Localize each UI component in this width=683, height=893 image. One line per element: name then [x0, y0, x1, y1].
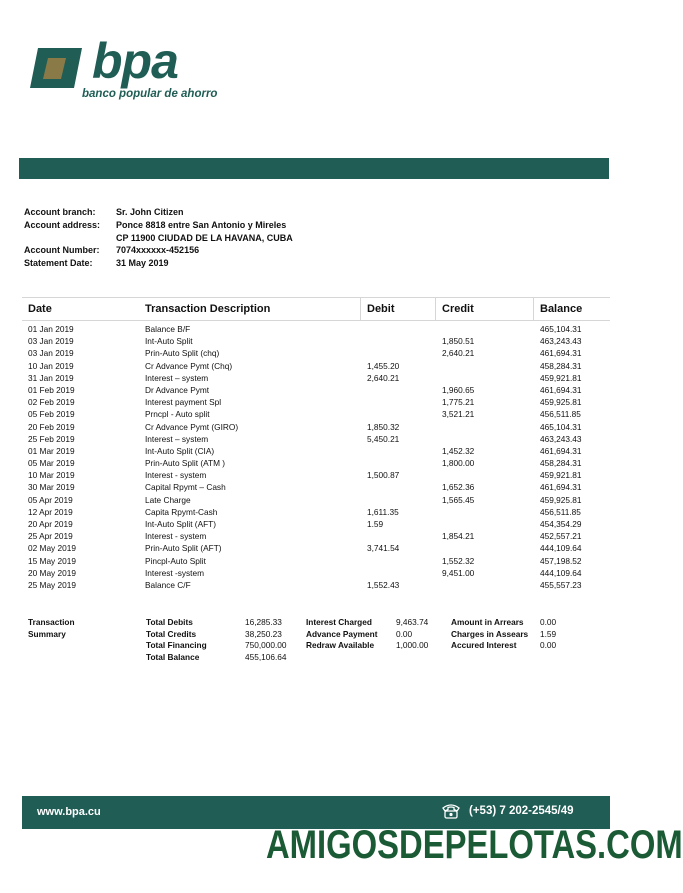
- row-date: 02 May 2019: [28, 543, 76, 554]
- row-description: Prin-Auto Split (ATM ): [145, 458, 226, 469]
- redraw-available-value: 1,000.00: [396, 640, 429, 651]
- row-date: 31 Jan 2019: [28, 372, 74, 383]
- account-details: [24, 206, 293, 270]
- row-balance: 458,284.31: [540, 360, 582, 371]
- row-balance: 459,925.81: [540, 397, 582, 408]
- row-date: 15 May 2019: [28, 555, 76, 566]
- table-row: [22, 457, 610, 469]
- row-description: Interest – system: [145, 433, 209, 444]
- table-row: [22, 542, 610, 554]
- row-date: 01 Feb 2019: [28, 384, 75, 395]
- statement-date-label: Statement Date:: [24, 258, 93, 269]
- row-credit: 1,775.21: [442, 397, 475, 408]
- bank-logo: [30, 33, 290, 104]
- table-row: [22, 567, 610, 579]
- header-credit: Credit: [442, 303, 474, 315]
- row-date: 01 Mar 2019: [28, 445, 75, 456]
- row-balance: 454,354.29: [540, 519, 582, 529]
- row-date: 05 Apr 2019: [28, 494, 73, 505]
- interest-charged-value: 9,463.74: [396, 617, 429, 627]
- branch-label: Account branch:: [24, 207, 96, 217]
- table-body: [22, 321, 610, 591]
- row-balance: 465,104.31: [540, 324, 582, 334]
- total-debits-value: 16,285.33: [245, 617, 282, 627]
- row-credit: 3,521.21: [442, 409, 475, 420]
- row-balance: 459,921.81: [540, 372, 582, 383]
- table-row: [22, 579, 610, 591]
- row-date: 03 Jan 2019: [28, 336, 74, 347]
- total-balance-value: 455,106.64: [245, 651, 287, 662]
- row-date: 10 Mar 2019: [28, 470, 75, 481]
- header-divider: [533, 298, 534, 320]
- address-label: Account address:: [24, 219, 101, 230]
- table-row: [22, 481, 610, 493]
- row-date: 25 Feb 2019: [28, 433, 75, 444]
- row-description: Interest -system: [145, 567, 205, 578]
- charges-arrears-label: Charges in Assears: [451, 628, 529, 639]
- row-description: Prin-Auto Split (chq): [145, 348, 220, 359]
- row-description: Cr Advance Pymt (GIRO): [145, 421, 239, 432]
- row-description: Interest - system: [145, 531, 207, 542]
- row-credit: 1,960.65: [442, 384, 475, 395]
- row-balance: 457,198.52: [540, 555, 582, 566]
- row-debit: 1.59: [367, 519, 384, 529]
- row-debit: 1,552.43: [367, 579, 400, 590]
- row-date: 12 Apr 2019: [28, 506, 73, 517]
- telephone-icon: [441, 803, 461, 819]
- advance-payment-label: Advance Payment: [306, 628, 378, 639]
- total-debits-label: Total Debits: [146, 617, 193, 627]
- row-balance: 456,511.85: [540, 409, 581, 420]
- phone-contact: [441, 803, 574, 819]
- row-date: 05 Feb 2019: [28, 409, 75, 420]
- row-description: Int-Auto Split (CIA): [145, 445, 215, 456]
- header-divider: [435, 298, 436, 320]
- row-credit: 1,800.00: [442, 458, 475, 469]
- table-row: [22, 408, 610, 420]
- watermark-text: AMIGOSDEPELOTAS.COM: [266, 823, 683, 867]
- row-balance: 465,104.31: [540, 421, 582, 432]
- row-date: 30 Mar 2019: [28, 482, 75, 493]
- row-debit: 5,450.21: [367, 433, 400, 444]
- row-description: Interest – system: [145, 372, 209, 383]
- row-description: Balance B/F: [145, 324, 191, 334]
- table-row: [22, 445, 610, 457]
- row-debit: 1,500.87: [367, 470, 400, 481]
- table-row: [22, 335, 610, 347]
- row-credit: 1,552.32: [442, 555, 475, 566]
- table-row: [22, 421, 610, 433]
- header-divider: [360, 298, 361, 320]
- total-credits-value: 38,250.23: [245, 628, 282, 639]
- row-balance: 461,694.31: [540, 445, 582, 456]
- table-row: [22, 469, 610, 481]
- table-row: [22, 323, 610, 335]
- row-description: Cr Advance Pymt (Chq): [145, 360, 233, 371]
- account-number-value: 7074xxxxxx-452156: [116, 245, 200, 256]
- amount-arrears-value: 0.00: [540, 617, 557, 627]
- row-debit: 2,640.21: [367, 372, 400, 383]
- row-date: 01 Jan 2019: [28, 324, 74, 334]
- phone-number: (+53) 7 202-2545/49: [469, 805, 574, 817]
- header-description: Transaction Description: [145, 303, 271, 315]
- row-balance: 461,694.31: [540, 384, 582, 395]
- statement-date-value: 31 May 2019: [116, 258, 169, 269]
- row-credit: 2,640.21: [442, 348, 475, 359]
- row-description: Dr Advance Pymt: [145, 384, 210, 395]
- website-link[interactable]: www.bpa.cu: [37, 806, 101, 818]
- row-description: Balance C/F: [145, 579, 191, 590]
- total-financing-value: 750,000.00: [245, 640, 287, 651]
- row-balance: 461,694.31: [540, 482, 582, 493]
- row-description: Interest - system: [145, 470, 207, 481]
- row-balance: 459,925.81: [540, 494, 582, 505]
- row-balance: 456,511.85: [540, 506, 581, 517]
- table-row: [22, 506, 610, 518]
- row-balance: 458,284.31: [540, 458, 582, 469]
- header-balance: Balance: [540, 303, 583, 315]
- row-description: Prncpl - Auto split: [145, 409, 210, 420]
- header-bar: [19, 158, 609, 179]
- row-description: Int-Auto Split (AFT): [145, 519, 217, 529]
- row-credit: 1,854.21: [442, 531, 475, 542]
- summary-title-2: Summary: [28, 628, 66, 639]
- row-balance: 452,557.21: [540, 531, 582, 542]
- charges-arrears-value: 1.59: [540, 628, 557, 639]
- row-balance: 463,243.43: [540, 336, 582, 347]
- row-balance: 444,109.64: [540, 567, 582, 578]
- row-balance: 463,243.43: [540, 433, 582, 444]
- transactions-table: [22, 297, 610, 591]
- advance-payment-value: 0.00: [396, 628, 413, 639]
- row-date: 02 Feb 2019: [28, 397, 75, 408]
- row-credit: 9,451.00: [442, 567, 475, 578]
- table-row: [22, 530, 610, 542]
- row-credit: 1,850.51: [442, 336, 475, 347]
- table-header: [22, 297, 610, 321]
- amount-arrears-label: Amount in Arrears: [451, 617, 524, 627]
- total-credits-label: Total Credits: [146, 628, 197, 639]
- row-description: Capital Rpymt – Cash: [145, 482, 226, 493]
- header-debit: Debit: [367, 303, 395, 315]
- total-balance-label: Total Balance: [146, 651, 200, 662]
- row-description: Int-Auto Split: [145, 336, 193, 347]
- table-row: [22, 372, 610, 384]
- summary-title-1: Transaction: [28, 617, 75, 627]
- table-row: [22, 384, 610, 396]
- address-line-2: CP 11900 CIUDAD DE LA HAVANA, CUBA: [116, 232, 293, 243]
- row-balance: 455,557.23: [540, 579, 582, 590]
- row-date: 25 May 2019: [28, 579, 76, 590]
- row-balance: 461,694.31: [540, 348, 582, 359]
- row-balance: 459,921.81: [540, 470, 582, 481]
- table-row: [22, 518, 610, 530]
- row-credit: 1,565.45: [442, 494, 475, 505]
- logo-tagline: banco popular de ahorro: [82, 88, 218, 100]
- row-debit: 1,850.32: [367, 421, 400, 432]
- row-description: Pincpl-Auto Split: [145, 555, 206, 566]
- table-row: [22, 494, 610, 506]
- redraw-available-label: Redraw Available: [306, 640, 375, 651]
- row-date: 20 Apr 2019: [28, 519, 73, 529]
- row-description: Late Charge: [145, 494, 191, 505]
- row-date: 03 Jan 2019: [28, 348, 74, 359]
- row-debit: 1,611.35: [367, 506, 399, 517]
- row-date: 10 Jan 2019: [28, 360, 74, 371]
- table-row: [22, 555, 610, 567]
- row-credit: 1,652.36: [442, 482, 475, 493]
- row-debit: 1,455.20: [367, 360, 400, 371]
- row-date: 05 Mar 2019: [28, 458, 75, 469]
- table-row: [22, 396, 610, 408]
- row-date: 20 Feb 2019: [28, 421, 75, 432]
- account-number-label: Account Number:: [24, 245, 100, 256]
- logo-wordmark: bpa: [92, 33, 178, 89]
- table-row: [22, 347, 610, 359]
- total-financing-label: Total Financing: [146, 640, 207, 651]
- bpa-logo-mark-icon: [30, 46, 82, 90]
- row-description: Prin-Auto Split (AFT): [145, 543, 222, 554]
- row-date: 20 May 2019: [28, 567, 76, 578]
- accrued-interest-label: Accured Interest: [451, 640, 517, 651]
- header-date: Date: [28, 303, 52, 315]
- table-row: [22, 433, 610, 445]
- row-description: Interest payment Spl: [145, 397, 222, 408]
- address-line-1: Ponce 8818 entre San Antonio y Mireles: [116, 219, 287, 230]
- branch-value: Sr. John Citizen: [116, 207, 184, 217]
- accrued-interest-value: 0.00: [540, 640, 557, 651]
- row-description: Capita Rpymt-Cash: [145, 506, 218, 517]
- table-row: [22, 360, 610, 372]
- row-date: 25 Apr 2019: [28, 531, 73, 542]
- interest-charged-label: Interest Charged: [306, 617, 372, 627]
- row-credit: 1,452.32: [442, 445, 475, 456]
- row-balance: 444,109.64: [540, 543, 582, 554]
- row-debit: 3,741.54: [367, 543, 400, 554]
